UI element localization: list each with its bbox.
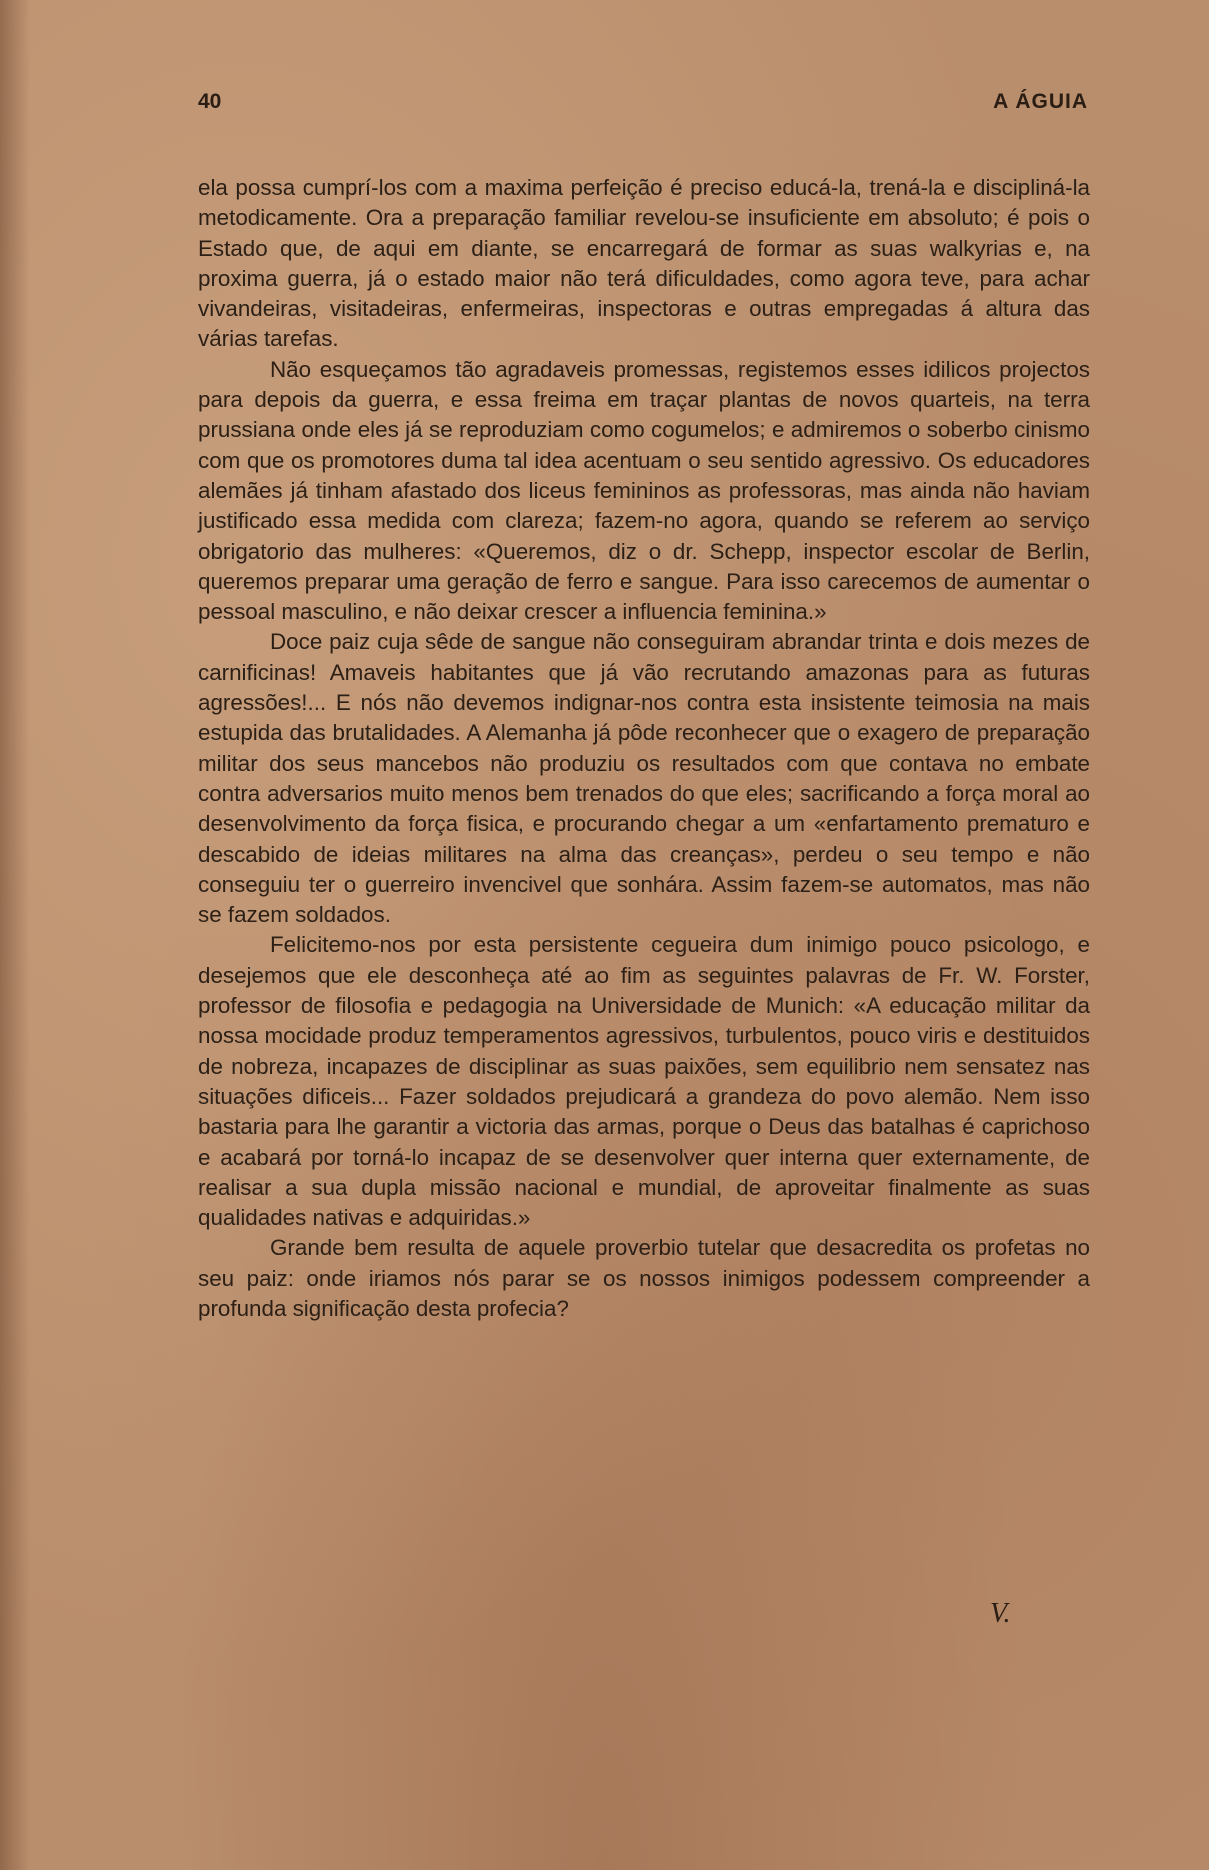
page-header xyxy=(198,90,1088,120)
paragraph-3: Doce paiz cuja sêde de sangue não conseguiram abrandar trinta e dois mezes de carnificinas! Amaveis habitantes que já vão recrutando amazonas para as futuras agressões!... E nós não devemos indignar-nos contra esta insistente teimosia na mais estupida das brutalidades. A Alemanha já pôde reconhecer que o exagero de preparação militar dos seus mancebos não produziu os resultados com que contava no embate contra adversarios muito menos bem trenados do que eles; sacrificando a força moral ao desenvolvimento da força fisica, e procurando chegar a um «enfartamento prematuro e descabido de ideias militares na alma das creanças», perdeu o seu tempo e não conseguiu ter o guerreiro invencivel que sonhára. Assim fazem-se automatos, mas não se fazem soldados. xyxy=(198,629,1090,928)
paragraph-1: ela possa cumprí-los com a maxima perfeição é preciso educá-la, trená-la e discipliná-la metodicamente. Ora a preparação familiar revelou-se insuficiente em absoluto; é pois o Estado que, de aqui em diante, se encarregará de formar as suas walkyrias e, na proxima guerra, já o estado maior não terá dificuldades, como agora teve, para achar vivandeiras, visitadeiras, enfermeiras, inspectoras e outras empregadas á altura das várias tarefas. xyxy=(198,175,1090,352)
page-number: 40 xyxy=(198,90,222,113)
author-signature: V. xyxy=(990,1598,1011,1629)
page-edge-shadow xyxy=(0,0,30,1870)
paragraph-5: Grande bem resulta de aquele proverbio tutelar que desacredita os profetas no seu paiz: onde iriamos nós parar se os nossos inimigos podessem compreender a profunda significação desta profecia? xyxy=(198,1235,1090,1321)
paragraph-4: Felicitemo-nos por esta persistente cegueira dum inimigo pouco psicologo, e desejemos que ele desconheça até ao fim as seguintes palavras de Fr. W. Forster, professor de filosofia e pedagogia na Universidade de Munich: «A educação militar da nossa mocidade produz temperamentos agressivos, turbulentos, pouco viris e destituidos de nobreza, incapazes de disciplinar as suas paixões, sem equilibrio nem sensatez nas situações dificeis... Fazer soldados prejudicará a grandeza do povo alemão. Nem isso bastaria para lhe garantir a victoria das armas, porque o Deus das batalhas é caprichoso e acabará por torná-lo incapaz de se desenvolver quer interna quer externamente, de realisar a sua dupla missão nacional e mundial, de aproveitar finalmente as suas qualidades nativas e adquiridas.» xyxy=(198,932,1090,1231)
running-head: A ÁGUIA xyxy=(993,90,1088,113)
paragraph-2: Não esqueçamos tão agradaveis promessas, registemos esses idilicos projectos para depois da guerra, e essa freima em traçar plantas de novos quarteis, na terra prussiana onde eles já se reproduziam como cogumelos; e admiremos o soberbo cinismo com que os promotores duma tal idea acentuam o seu sentido agressivo. Os educadores alemães já tinham afastado dos liceus femininos as professoras, mas ainda não haviam justificado essa medida com clareza; fazem-no agora, quando se referem ao serviço obrigatorio das mulheres: «Queremos, diz o dr. Schepp, inspector escolar de Berlin, queremos preparar uma geração de ferro e sangue. Para isso carecemos de aumentar o pessoal masculino, e não deixar crescer a influencia feminina.» xyxy=(198,356,1090,625)
body-text xyxy=(198,173,1090,1324)
